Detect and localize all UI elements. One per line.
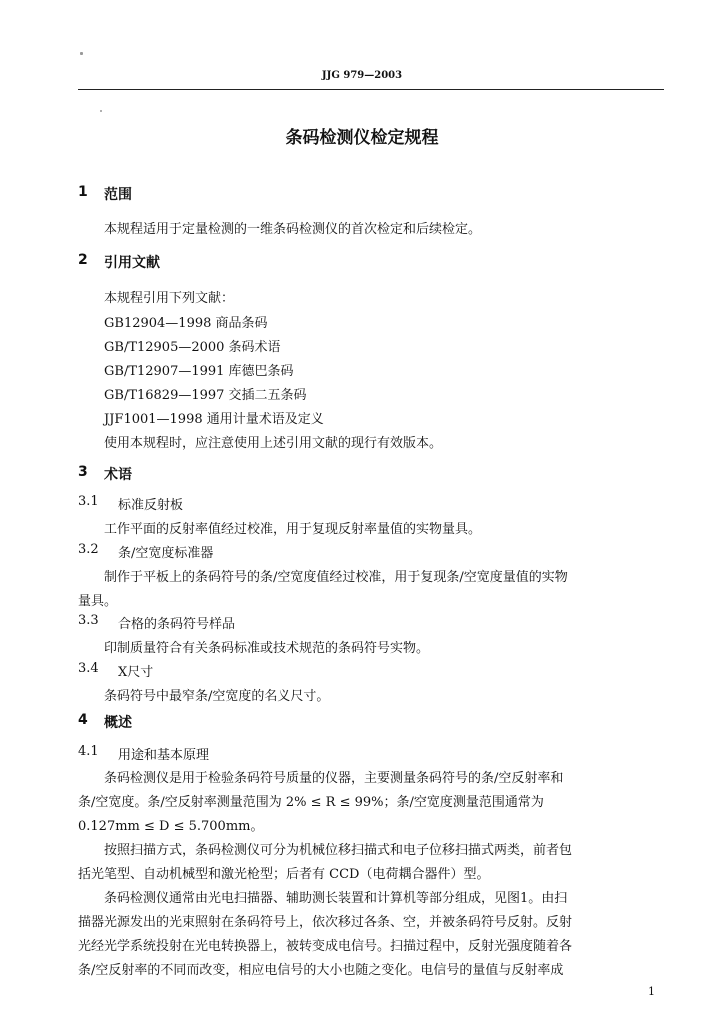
body-line: 条/空宽度。条/空反射率测量范围为 2% ≤ R ≤ 99%；条/空宽度测量范围通常为 <box>78 795 544 810</box>
body-line: 描器光源发出的光束照射在条码符号上，依次移过各条、空，并被条码符号反射。反射 <box>78 915 573 930</box>
term-number: 3.4 <box>78 661 99 676</box>
term-title: 标准反射板 <box>118 498 184 513</box>
section-2-title: 引用文献 <box>104 255 160 271</box>
term-number: 3.3 <box>78 613 99 628</box>
section-4-number: 4 <box>78 712 88 728</box>
section-1-number: 1 <box>78 184 88 200</box>
reference-item: GB/T16829—1997 交插二五条码 <box>104 388 307 403</box>
section-3-title: 术语 <box>104 467 132 483</box>
section-1-title: 范围 <box>104 187 132 203</box>
reference-item: GB/T12907—1991 库德巴条码 <box>104 364 294 379</box>
section-3-number: 3 <box>78 464 88 480</box>
page-number: 1 <box>648 985 655 998</box>
body-line: 条码检测仪通常由光电扫描器、辅助测长装置和计算机等部分组成，见图1。由扫 <box>104 891 568 906</box>
body-line: 条/空反射率的不同而改变，相应电信号的大小也随之变化。电信号的量值与反射率成 <box>78 963 564 978</box>
body-line: 条码检测仪是用于检验条码符号质量的仪器，主要测量条码符号的条/空反射率和 <box>104 771 564 786</box>
term-title: 条/空宽度标准器 <box>118 546 214 561</box>
standard-code-header: JJG 979—2003 <box>321 70 403 81</box>
reference-item: GB12904—1998 商品条码 <box>104 316 268 331</box>
header-rule <box>78 89 664 90</box>
scan-dot <box>80 52 83 55</box>
term-definition-continued: 量具。 <box>78 594 118 609</box>
body-line: 0.127mm ≤ D ≤ 5.700mm。 <box>78 819 264 834</box>
term-title: 合格的条码符号样品 <box>118 617 236 632</box>
term-definition: 印制质量符合有关条码标准或技术规范的条码符号实物。 <box>104 641 430 656</box>
term-number: 3.2 <box>78 542 99 557</box>
reference-intro: 本规程引用下列文献： <box>104 291 235 306</box>
reference-item: GB/T12905—2000 条码术语 <box>104 340 281 355</box>
body-line: 按照扫描方式，条码检测仪可分为机械位移扫描式和电子位移扫描式两类，前者包 <box>104 843 573 858</box>
body-line: 光经光学系统投射在光电转换器上，被转变成电信号。扫描过程中，反射光强度随着各 <box>78 939 573 954</box>
scan-dot <box>100 110 102 112</box>
section-4-title: 概述 <box>104 715 132 731</box>
section-1-paragraph: 本规程适用于定量检测的一维条码检测仪的首次检定和后续检定。 <box>104 222 482 237</box>
reference-note: 使用本规程时，应注意使用上述引用文献的现行有效版本。 <box>104 436 443 451</box>
term-definition: 工作平面的反射率值经过校准，用于复现反射率量值的实物量具。 <box>104 522 482 537</box>
term-definition: 制作于平板上的条码符号的条/空宽度值经过校准，用于复现条/空宽度量值的实物 <box>104 570 568 585</box>
subsection-number: 4.1 <box>78 744 99 759</box>
term-number: 3.1 <box>78 494 99 509</box>
reference-item: JJF1001—1998 通用计量术语及定义 <box>104 412 324 427</box>
body-line: 括光笔型、自动机械型和激光枪型；后者有 CCD（电荷耦合器件）型。 <box>78 867 490 882</box>
subsection-title: 用途和基本原理 <box>118 748 210 763</box>
page-title: 条码检测仪检定规程 <box>285 128 439 148</box>
term-title: X尺寸 <box>118 665 154 680</box>
section-2-number: 2 <box>78 252 88 268</box>
term-definition: 条码符号中最窄条/空宽度的名义尺寸。 <box>104 689 330 704</box>
